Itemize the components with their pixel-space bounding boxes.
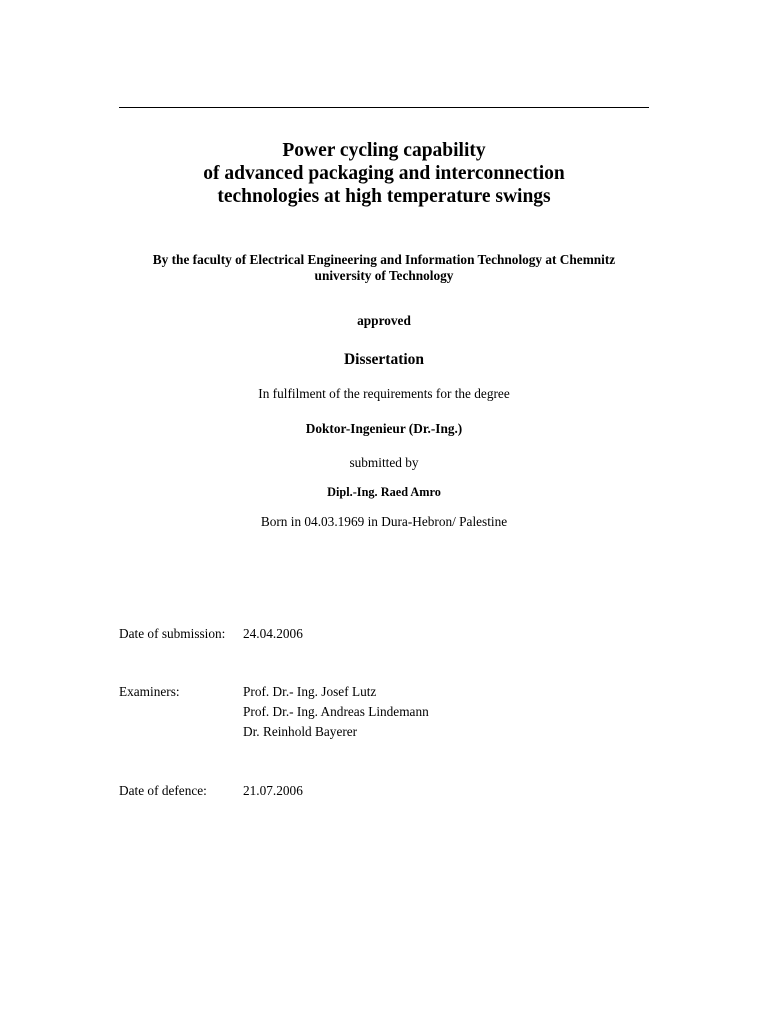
defence-date-value: 21.07.2006 (243, 783, 303, 798)
author-name: Dipl.-Ing. Raed Amro (327, 485, 441, 499)
submission-date-label: Date of submission: (119, 626, 226, 641)
submission-date-value: 24.04.2006 (243, 626, 303, 641)
document-type-heading: Dissertation (343, 351, 425, 368)
title-line: technologies at high temperature swings (217, 186, 551, 207)
defence-date-label: Date of defence: (119, 783, 207, 798)
birth-info: Born in 04.03.1969 in Dura-Hebron/ Palestine (260, 514, 508, 529)
title-line: of advanced packaging and interconnection (203, 163, 565, 184)
faculty-statement (0, 252, 768, 283)
examiner-name: Dr. Reinhold Bayerer (243, 724, 358, 739)
dissertation-title (0, 139, 768, 208)
faculty-line: By the faculty of Electrical Engineering and Information Technology at Chemnitz (152, 252, 616, 267)
top-horizontal-rule (119, 107, 649, 108)
examiner-name: Prof. Dr.- Ing. Andreas Lindemann (243, 704, 429, 719)
approved-text: approved (357, 313, 411, 328)
examiner-name: Prof. Dr.- Ing. Josef Lutz (243, 684, 377, 699)
faculty-line: university of Technology (314, 267, 454, 283)
examiners-label: Examiners: (119, 684, 180, 699)
examiners-list (243, 682, 429, 742)
submitted-by-text: submitted by (349, 455, 419, 470)
fulfilment-text: In fulfilment of the requirements for the degree (258, 386, 510, 401)
degree-name: Doktor-Ingenieur (Dr.-Ing.) (305, 421, 463, 436)
title-line: Power cycling capability (282, 140, 486, 161)
